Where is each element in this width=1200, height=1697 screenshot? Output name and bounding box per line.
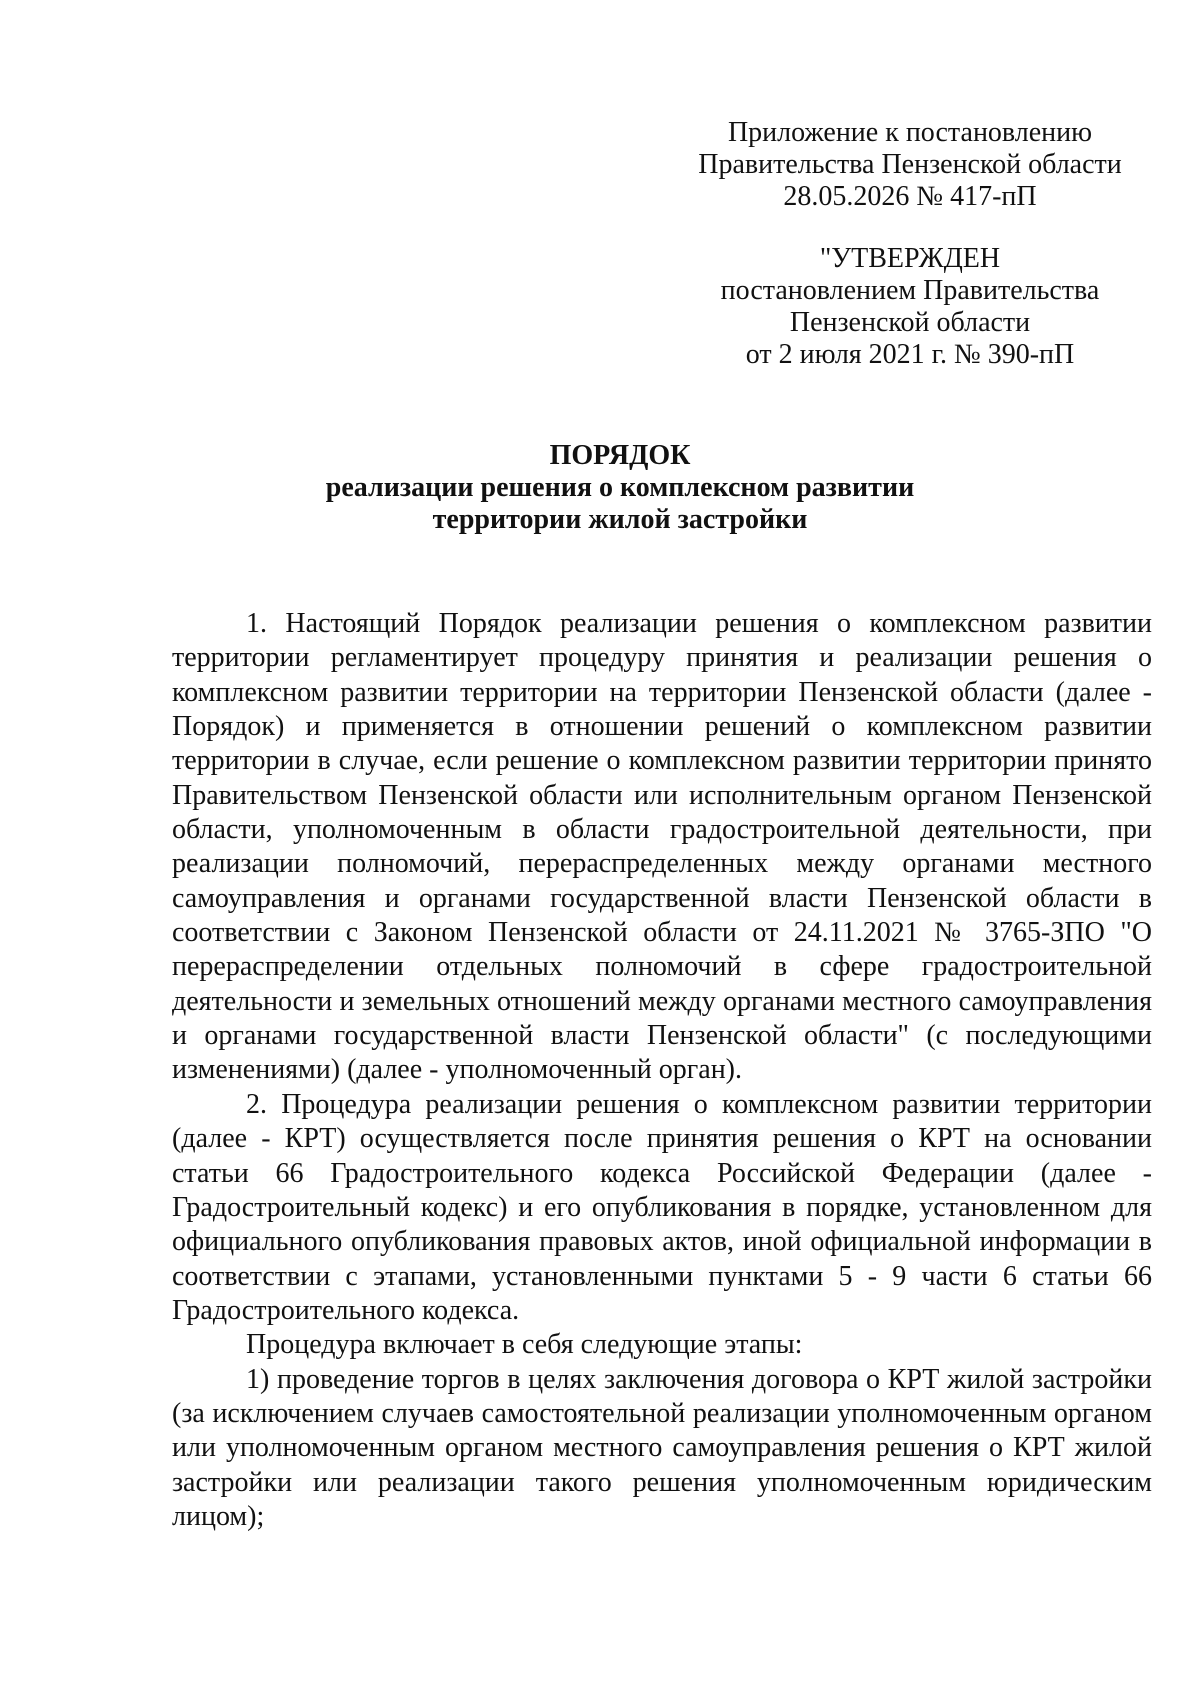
document-body [172,607,1152,1534]
document-title [160,440,1080,536]
approved-date-number: от 2 июля 2021 г. № 390-пП [745,339,1075,370]
appendix-reference [680,117,1140,213]
title-heading: ПОРЯДОК [549,440,691,471]
paragraph-1: 1. Настоящий Порядок реализации решения о комплексном развитии территории регламентирует процедуру принятия и реализации решения о комплексном развитии территории на территории Пензенской области (далее - Порядок) и применяется в отношении решений о комплексном развитии территории в случае, если решение о комплексном развитии территории принято Правительством Пензенской области или исполнительным органом Пензенской области, уполномоченным в области градостроительной деятельности, при реализации полномочий, перераспределенных между органами местного самоуправления и органами государственной власти Пензенской области в соответствии с Законом Пензенской области от 24.11.2021 № 3765-ЗПО "О перераспределении отдельных полномочий в сфере градостроительной деятельности и земельных отношений между органами местного самоуправления и органами государственной власти Пензенской области" (с последующими изменениями) (далее - уполномоченный орган). [172,608,1152,1086]
approved-line-3: Пензенской области [789,307,1031,338]
paragraph-3: Процедура включает в себя следующие этапы: [246,1329,803,1361]
approval-stamp [680,243,1140,371]
appendix-line-2: Правительства Пензенской области [698,149,1122,180]
approved-line-2: постановлением Правительства [720,275,1100,306]
paragraph-4: 1) проведение торгов в целях заключения договора о КРТ жилой застройки (за исключением случаев самостоятельной реализации уполномоченным органом или уполномоченным органом местного самоуправления решения о КРТ жилой застройки или реализации такого решения уполномоченным юридическим лицом); [172,1363,1152,1532]
approved-line-1: "УТВЕРЖДЕН [819,243,1001,274]
paragraph-2: 2. Процедура реализации решения о комплексном развитии территории (далее - КРТ) осуществляется после принятия решения о КРТ на основании статьи 66 Градостроительного кодекса Российской Федерации (далее - Градостроительный кодекс) и его опубликования в порядке, установленном для официального опубликования правовых актов, иной официальной информации в соответствии с этапами, установленными пунктами 5 - 9 части 6 статьи 66 Градостроительного кодекса. [172,1088,1152,1326]
title-subtitle-2: территории жилой застройки [432,504,808,535]
appendix-line-1: Приложение к постановлению [727,117,1093,148]
title-subtitle-1: реализации решения о комплексном развитии [325,472,915,503]
appendix-date-number: 28.05.2026 № 417-пП [783,181,1037,212]
